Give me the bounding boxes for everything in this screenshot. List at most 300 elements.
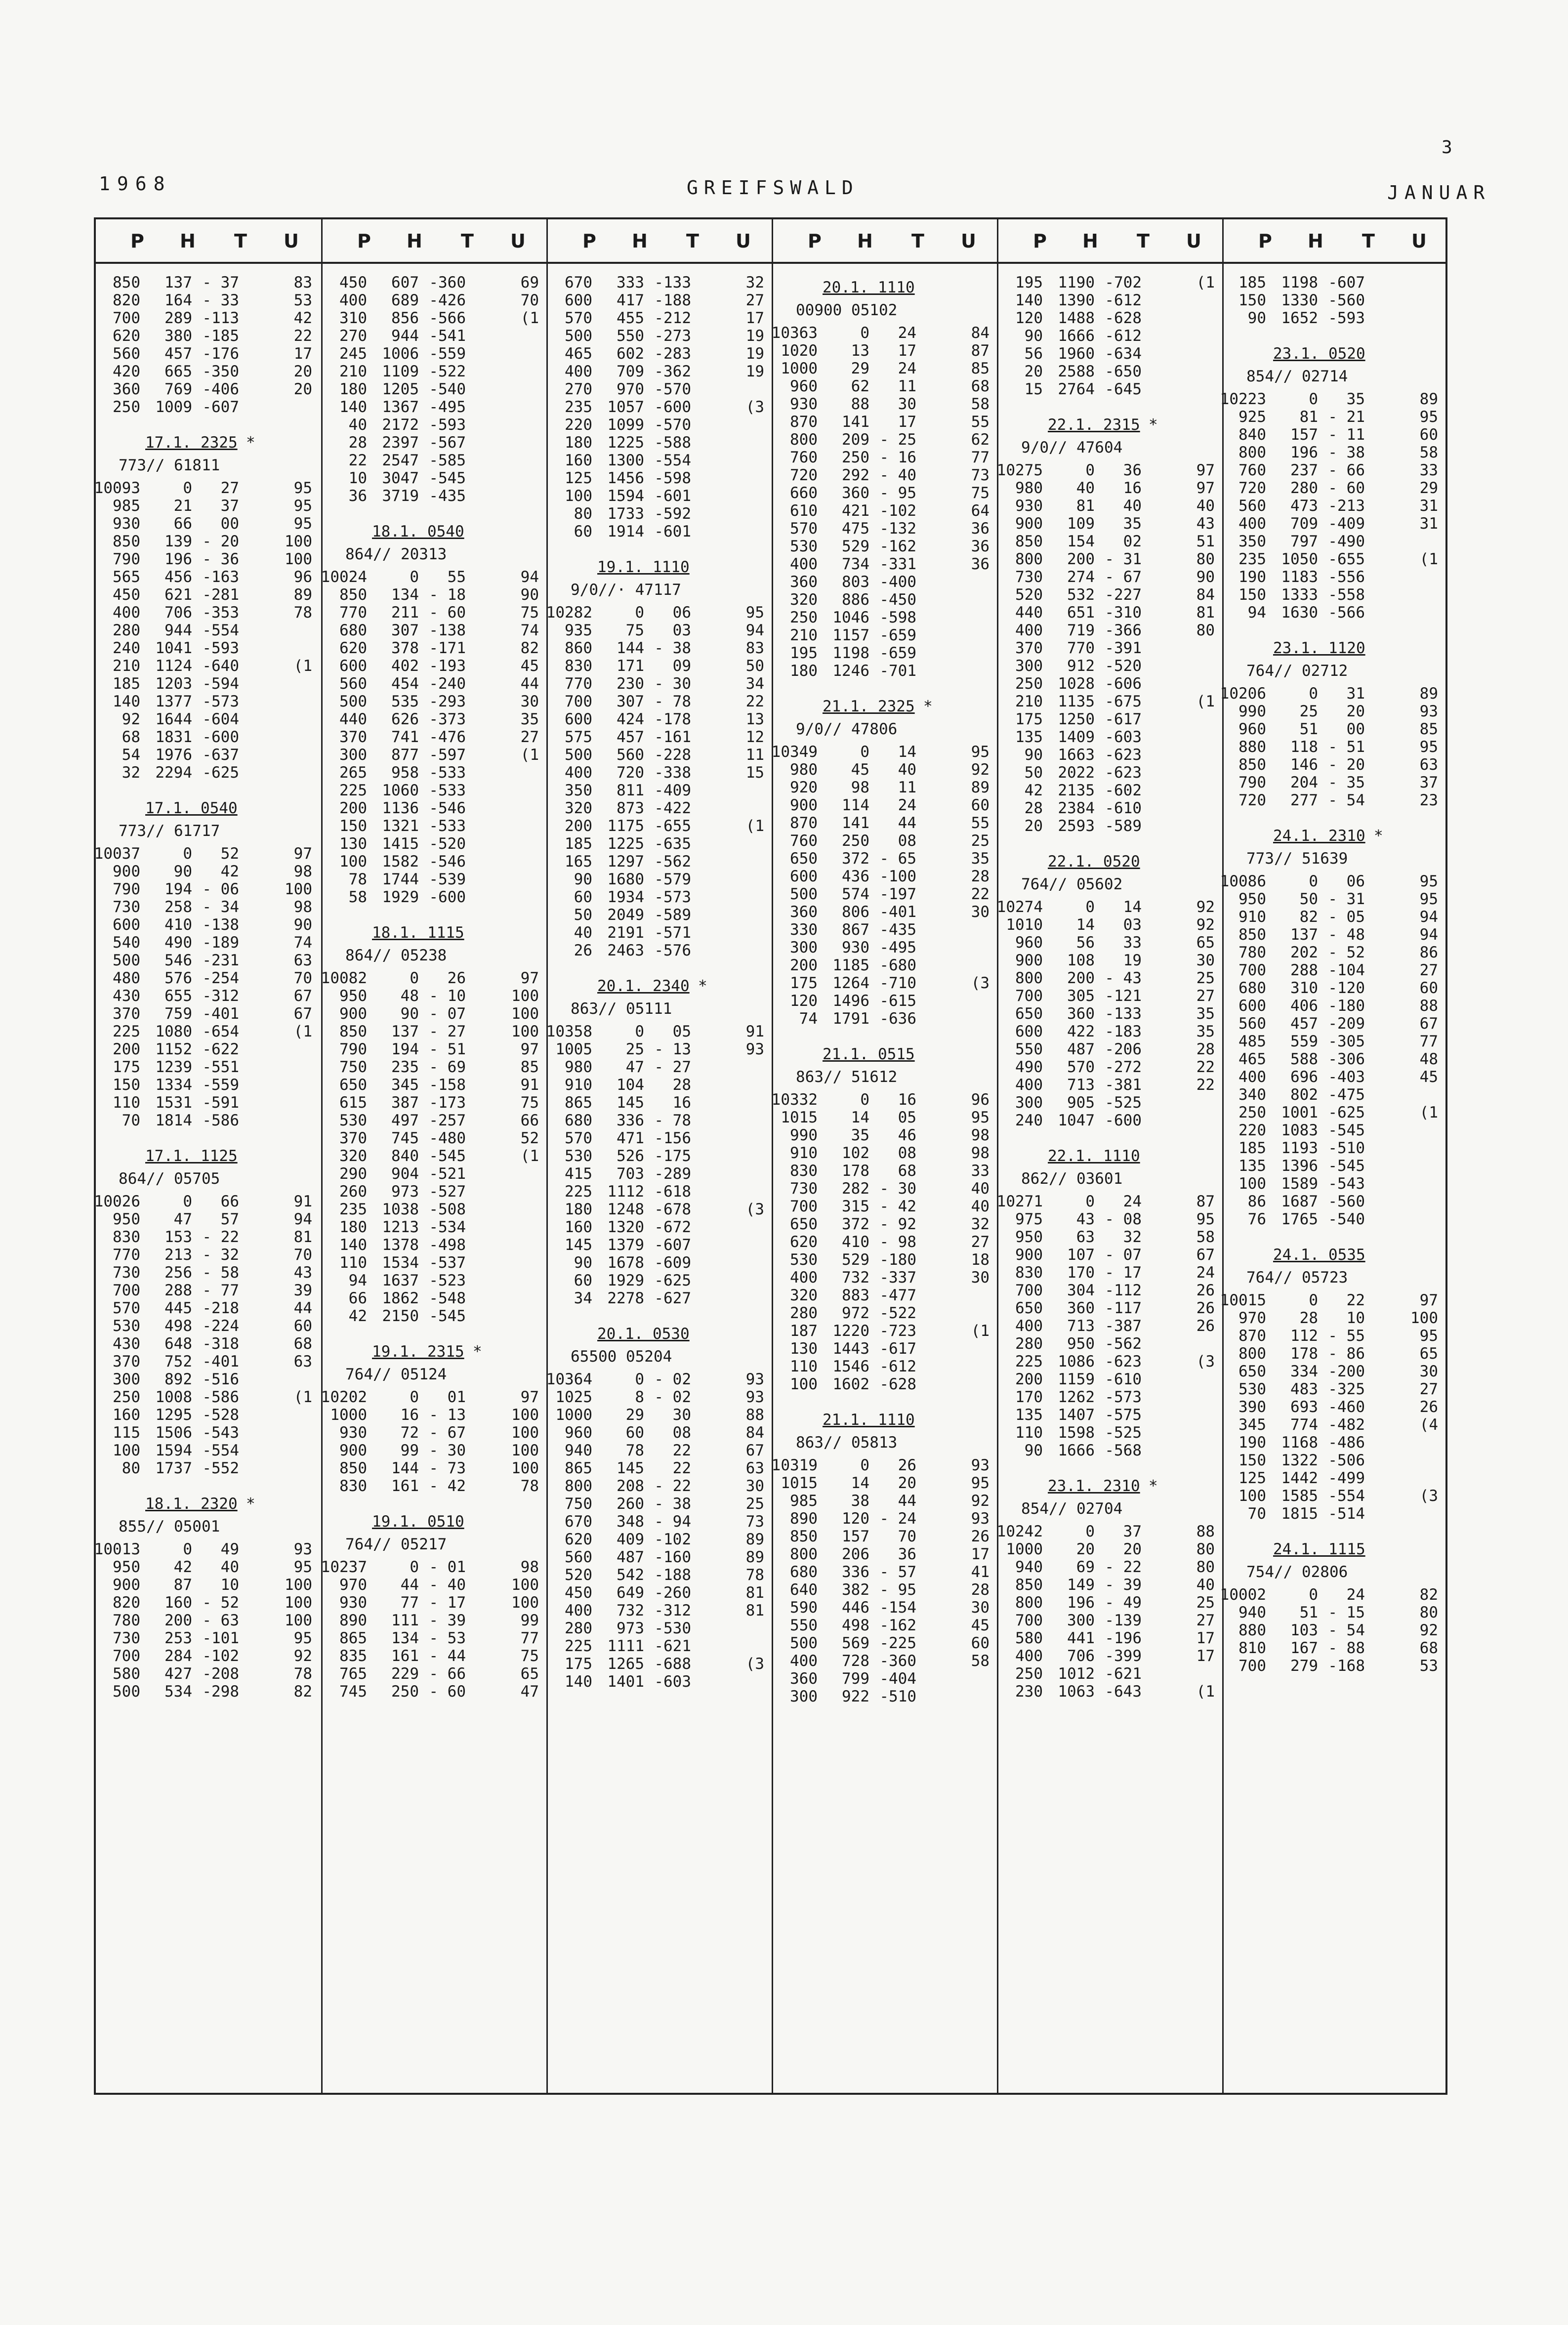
table-row (1224, 1327, 1447, 1345)
cell-t: -176 (202, 345, 239, 363)
table-row (548, 728, 773, 746)
cell-h: 487 (1067, 1040, 1095, 1058)
cell-u: 98 (971, 1126, 990, 1144)
cell-p: 90 (574, 1254, 592, 1272)
cell-p: 980 (790, 761, 818, 779)
cell-h: 706 (1067, 1647, 1095, 1665)
cell-h: 250 (842, 832, 869, 850)
cell-h: 1185 (832, 956, 869, 974)
cell-t: -281 (202, 586, 239, 604)
table-row (323, 345, 548, 363)
observation-date-time: 22.1. 0520 (1048, 853, 1140, 871)
cell-h: 1401 (607, 1673, 644, 1691)
cell-u: 26 (1419, 1398, 1438, 1416)
cell-u: 30 (971, 1269, 990, 1287)
observation-title (1224, 636, 1447, 660)
table-row (773, 1545, 998, 1563)
cell-p: 250 (113, 398, 140, 416)
cell-p: 250 (1238, 1104, 1266, 1121)
cell-h: 1246 (832, 662, 869, 680)
table-row (548, 657, 773, 675)
cell-t: -570 (654, 380, 691, 398)
station-code-row (323, 543, 548, 566)
cell-p: 835 (339, 1647, 367, 1665)
observation-date-time: 22.1. 2315 (1048, 416, 1140, 434)
cell-h: 161 (391, 1647, 419, 1665)
table-row (323, 416, 548, 434)
cell-u: 67 (293, 987, 312, 1005)
table-row (96, 898, 321, 916)
cell-h: 360 (842, 484, 869, 502)
cell-p: 600 (790, 868, 818, 885)
cell-u: (3 (1419, 1487, 1438, 1505)
cell-u: 18 (971, 1251, 990, 1269)
cell-h: 709 (617, 363, 644, 380)
cell-h: 446 (842, 1599, 869, 1617)
cell-p: 200 (339, 799, 367, 817)
cell-t: -621 (1105, 1665, 1142, 1683)
cell-h: 213 (165, 1246, 192, 1264)
cell-p: 56 (1024, 345, 1043, 363)
cell-h: 87 (173, 1576, 192, 1594)
cell-p: 680 (1238, 979, 1266, 997)
cell-t: -537 (429, 1254, 466, 1272)
table-row (773, 743, 998, 761)
cell-h: 360 (1067, 1299, 1095, 1317)
cell-p: 100 (790, 1375, 818, 1393)
cell-u: 100 (285, 1576, 312, 1594)
cell-p: 180 (339, 380, 367, 398)
cell-p: 730 (113, 1264, 140, 1282)
cell-p: 1000 (330, 1406, 367, 1424)
table-row (773, 644, 998, 662)
cell-u: 70 (293, 969, 312, 987)
column-header-label: H (857, 230, 873, 252)
cell-u: 34 (745, 675, 764, 693)
cell-p: 620 (790, 1233, 818, 1251)
station-code-row (96, 455, 321, 477)
cell-p: 200 (1015, 1370, 1043, 1388)
cell-p: 730 (1015, 568, 1043, 586)
table-row (1224, 1210, 1447, 1228)
cell-h: 0 (860, 1456, 869, 1474)
cell-h: 1791 (832, 1010, 869, 1028)
cell-h: 305 (1067, 987, 1095, 1005)
observation-date-time: 19.1. 2315 (372, 1343, 464, 1361)
cell-u: 44 (293, 1299, 312, 1317)
station-code-row (548, 1346, 773, 1369)
cell-p: 345 (1238, 1416, 1266, 1434)
cell-u: 96 (971, 1091, 990, 1109)
table-row (1224, 426, 1447, 444)
table-column (321, 219, 548, 2093)
cell-h: 732 (617, 1602, 644, 1619)
table-row (548, 1218, 773, 1236)
cell-t: -132 (879, 520, 916, 538)
cell-t: 20 (898, 1474, 916, 1492)
table-row (998, 1335, 1224, 1353)
cell-t: 40 (220, 1558, 239, 1576)
cell-u: 77 (1419, 1033, 1438, 1050)
star-mark: * (923, 698, 933, 715)
cell-p: 570 (113, 1299, 140, 1317)
cell-p: 170 (1015, 1388, 1043, 1406)
cell-t: - 16 (879, 449, 916, 466)
cell-h: 35 (851, 1126, 869, 1144)
cell-u: 43 (1196, 515, 1215, 533)
cell-h: 0 (860, 1091, 869, 1109)
cell-u: (1 (520, 309, 539, 327)
cell-t: 40 (1123, 497, 1142, 515)
table-row (1224, 1068, 1447, 1086)
cell-p: 300 (790, 1688, 818, 1705)
cell-p: 900 (1015, 515, 1043, 533)
cell-p: 135 (1015, 1406, 1043, 1424)
table-row (1224, 1363, 1447, 1380)
cell-t: 08 (672, 1424, 691, 1442)
cell-t: - 39 (1105, 1576, 1142, 1594)
cell-t: -554 (1328, 1487, 1365, 1505)
table-row (1224, 926, 1447, 944)
cell-u: 60 (971, 796, 990, 814)
cell-p: 800 (1015, 1594, 1043, 1612)
table-row (323, 639, 548, 657)
cell-p: 620 (339, 639, 367, 657)
cell-p: 890 (339, 1612, 367, 1629)
cell-u: (1 (1196, 274, 1215, 291)
column-header-label: T (911, 230, 924, 252)
cell-h: 277 (1290, 791, 1318, 809)
station-code-row (96, 1516, 321, 1538)
cell-p: 500 (790, 885, 818, 903)
table-row (548, 1424, 773, 1442)
cell-h: 1001 (1281, 1104, 1318, 1121)
cell-h: 752 (165, 1353, 192, 1370)
cell-p: 530 (790, 1251, 818, 1269)
cell-t: 17 (898, 413, 916, 431)
cell-p: 865 (565, 1459, 592, 1477)
table-row (773, 555, 998, 573)
table-row (998, 1629, 1224, 1647)
cell-t: -645 (1105, 380, 1142, 398)
cell-u: 68 (1419, 1639, 1438, 1657)
cell-p: 10363 (771, 324, 818, 342)
table-row (323, 1076, 548, 1094)
cell-u: 97 (520, 1040, 539, 1058)
table-row (548, 1637, 773, 1655)
cell-u: 100 (285, 550, 312, 568)
table-row (96, 1228, 321, 1246)
cell-u: 30 (971, 903, 990, 921)
cell-h: 1496 (832, 992, 869, 1010)
station-code: 773// 61717 (119, 822, 220, 840)
cell-p: 530 (339, 1112, 367, 1129)
table-row (998, 479, 1224, 497)
cell-u: 87 (971, 342, 990, 360)
cell-p: 10364 (546, 1370, 592, 1388)
cell-h: 51 (1299, 720, 1318, 738)
cell-h: 2397 (382, 434, 419, 452)
cell-p: 975 (1015, 1210, 1043, 1228)
table-row (773, 431, 998, 449)
cell-h: 1248 (607, 1201, 644, 1218)
cell-u: 44 (520, 675, 539, 693)
cell-h: 289 (165, 309, 192, 327)
table-row (548, 675, 773, 693)
cell-t: -175 (654, 1147, 691, 1165)
table-row (96, 1317, 321, 1335)
observation-date-time: 24.1. 2310 (1273, 827, 1365, 845)
cell-p: 76 (1247, 1210, 1266, 1228)
table-row (998, 1442, 1224, 1459)
cell-t: -520 (1105, 657, 1142, 675)
cell-p: 140 (1015, 291, 1043, 309)
cell-h: 51 (1299, 1604, 1318, 1621)
observation-date-time: 19.1. 0510 (372, 1513, 464, 1531)
cell-u: (1 (293, 1023, 312, 1040)
cell-u: 80 (1419, 1604, 1438, 1621)
cell-t: 57 (220, 1210, 239, 1228)
cell-h: 840 (391, 1147, 419, 1165)
cell-t: 00 (220, 515, 239, 533)
cell-p: 400 (565, 1602, 592, 1619)
cell-p: 820 (113, 1594, 140, 1612)
cell-h: 1205 (382, 380, 419, 398)
cell-t: - 06 (202, 880, 239, 898)
cell-p: 575 (565, 728, 592, 746)
cell-h: 1663 (1058, 746, 1095, 764)
table-row (773, 1510, 998, 1528)
cell-h: 345 (391, 1076, 419, 1094)
cell-t: 20 (1123, 1540, 1142, 1558)
cell-h: 274 (1067, 568, 1095, 586)
cell-t: -508 (429, 1201, 466, 1218)
cell-p: 210 (1015, 693, 1043, 710)
cell-t: -510 (879, 1688, 916, 1705)
table-row (96, 1353, 321, 1370)
cell-p: 850 (339, 586, 367, 604)
cell-p: 40 (574, 924, 592, 942)
cell-h: 1534 (382, 1254, 419, 1272)
cell-p: 175 (113, 1058, 140, 1076)
cell-t: -598 (654, 469, 691, 487)
table-row (96, 1193, 321, 1210)
cell-p: 74 (799, 1010, 818, 1028)
cell-t: -539 (429, 871, 466, 888)
cell-h: 62 (851, 377, 869, 395)
cell-t: - 36 (202, 550, 239, 568)
cell-t: - 58 (202, 1264, 239, 1282)
table-row (1224, 756, 1447, 774)
table-row (1224, 604, 1447, 622)
cell-u: (4 (1419, 1416, 1438, 1434)
cell-h: 288 (1290, 961, 1318, 979)
cell-p: 720 (790, 466, 818, 484)
cell-t: -161 (654, 728, 691, 746)
cell-h: 141 (842, 413, 869, 431)
cell-t: -528 (202, 1406, 239, 1424)
cell-h: 300 (1067, 1612, 1095, 1629)
cell-h: 154 (1067, 533, 1095, 550)
cell-p: 800 (565, 1477, 592, 1495)
cell-t: -659 (879, 644, 916, 662)
cell-u: 75 (520, 1094, 539, 1112)
cell-h: 1028 (1058, 675, 1095, 693)
cell-p: 950 (1015, 1228, 1043, 1246)
cell-u: 47 (520, 1683, 539, 1701)
cell-h: 1379 (607, 1236, 644, 1254)
table-row (548, 434, 773, 452)
cell-u: 86 (1419, 944, 1438, 961)
cell-u: 95 (1419, 890, 1438, 908)
cell-t: 35 (1123, 515, 1142, 533)
cell-p: 570 (565, 309, 592, 327)
station-code-row (548, 579, 773, 602)
cell-t: -366 (1105, 622, 1142, 639)
cell-t: -621 (654, 1637, 691, 1655)
table-row (323, 1254, 548, 1272)
cell-u: 95 (293, 497, 312, 515)
cell-h: 410 (165, 916, 192, 934)
cell-p: 760 (790, 832, 818, 850)
observation-title (998, 1474, 1224, 1498)
cell-p: 1025 (555, 1388, 592, 1406)
cell-p: 180 (565, 1201, 592, 1218)
cell-t: - 43 (1105, 969, 1142, 987)
station-code: 773// 61811 (119, 457, 220, 474)
cell-h: 28 (1299, 1309, 1318, 1327)
cell-p: 650 (1015, 1005, 1043, 1023)
cell-h: 16 (400, 1406, 419, 1424)
cell-h: 66 (173, 515, 192, 533)
cell-h: 1407 (1058, 1406, 1095, 1424)
cell-u: (1 (971, 1322, 990, 1340)
cell-p: 66 (348, 1289, 367, 1307)
cell-p: 10206 (1220, 685, 1266, 703)
table-row (1224, 408, 1447, 426)
cell-p: 530 (565, 1147, 592, 1165)
cell-h: 206 (842, 1545, 869, 1563)
cell-p: 800 (1238, 444, 1266, 461)
table-row (96, 1594, 321, 1612)
cell-h: 1009 (155, 398, 192, 416)
cell-u: 77 (520, 1629, 539, 1647)
cell-p: 750 (339, 1058, 367, 1076)
station-code: 862// 03601 (1021, 1170, 1123, 1188)
cell-h: 0 (1309, 390, 1318, 408)
table-row (998, 1112, 1224, 1129)
table-row (1224, 291, 1447, 309)
cell-p: 500 (565, 746, 592, 764)
cell-t: 46 (898, 1126, 916, 1144)
cell-p: 320 (565, 799, 592, 817)
table-row (998, 1576, 1224, 1594)
cell-p: 565 (113, 568, 140, 586)
cell-p: 750 (565, 1495, 592, 1513)
cell-p: 225 (1015, 1353, 1043, 1370)
cell-p: 300 (113, 1370, 140, 1388)
cell-t: - 07 (429, 1005, 466, 1023)
cell-h: 1124 (155, 657, 192, 675)
sounding-table (94, 217, 1447, 2095)
cell-t: 24 (898, 796, 916, 814)
cell-p: 950 (1238, 890, 1266, 908)
cell-h: 1008 (155, 1388, 192, 1406)
table-row (96, 1058, 321, 1076)
cell-u: 100 (1410, 1309, 1438, 1327)
cell-t: 08 (898, 832, 916, 850)
cell-t: -551 (202, 1058, 239, 1076)
cell-u: 13 (745, 710, 764, 728)
cell-t: - 07 (1105, 1246, 1142, 1264)
cell-u: 95 (971, 743, 990, 761)
cell-h: 1109 (382, 363, 419, 380)
cell-h: 0 (1085, 898, 1095, 916)
cell-p: 225 (565, 1637, 592, 1655)
station-code: 9/0// 47604 (1021, 439, 1123, 457)
cell-p: 125 (1238, 1469, 1266, 1487)
table-row (1224, 1505, 1447, 1523)
cell-u: 27 (1196, 1612, 1215, 1629)
cell-h: 922 (842, 1688, 869, 1705)
cell-t: 11 (898, 377, 916, 395)
cell-t: -541 (429, 327, 466, 345)
cell-t: -623 (1105, 764, 1142, 782)
cell-t: -495 (429, 398, 466, 416)
cell-p: 850 (1238, 926, 1266, 944)
cell-h: 1744 (382, 871, 419, 888)
table-row (773, 377, 998, 395)
table-row (96, 291, 321, 309)
cell-u: 97 (1196, 461, 1215, 479)
cell-t: - 38 (1328, 444, 1365, 461)
table-row (998, 969, 1224, 987)
cell-u: 94 (1419, 926, 1438, 944)
cell-h: 1929 (382, 888, 419, 906)
table-column (997, 219, 1224, 2093)
cell-t: -593 (202, 639, 239, 657)
table-row (548, 853, 773, 871)
cell-t: -552 (202, 1459, 239, 1477)
table-row (323, 1477, 548, 1495)
column-header-label: H (407, 230, 422, 252)
cell-h: 0 (183, 1193, 192, 1210)
table-row (323, 1005, 548, 1023)
cell-h: 134 (391, 586, 419, 604)
cell-p: 985 (790, 1492, 818, 1510)
table-row (96, 1629, 321, 1647)
cell-t: -435 (879, 921, 916, 939)
cell-t: - 42 (429, 1477, 466, 1495)
table-row (1224, 890, 1447, 908)
table-row (96, 1076, 321, 1094)
cell-t: 06 (1346, 872, 1365, 890)
cell-h: 78 (625, 1442, 644, 1459)
column-body (96, 262, 321, 2093)
cell-t: 26 (447, 969, 466, 987)
cell-t: -623 (1105, 1353, 1142, 1370)
observation-date-time: 17.1. 0540 (145, 799, 238, 817)
cell-t: -654 (202, 1023, 239, 1040)
observation-title (96, 1144, 321, 1168)
cell-u: 83 (745, 639, 764, 657)
cell-h: 0 (860, 743, 869, 761)
cell-t: -600 (429, 888, 466, 906)
cell-h: 1652 (1281, 309, 1318, 327)
cell-u: 40 (1196, 497, 1215, 515)
cell-t: -133 (654, 274, 691, 291)
cell-p: 930 (113, 515, 140, 533)
